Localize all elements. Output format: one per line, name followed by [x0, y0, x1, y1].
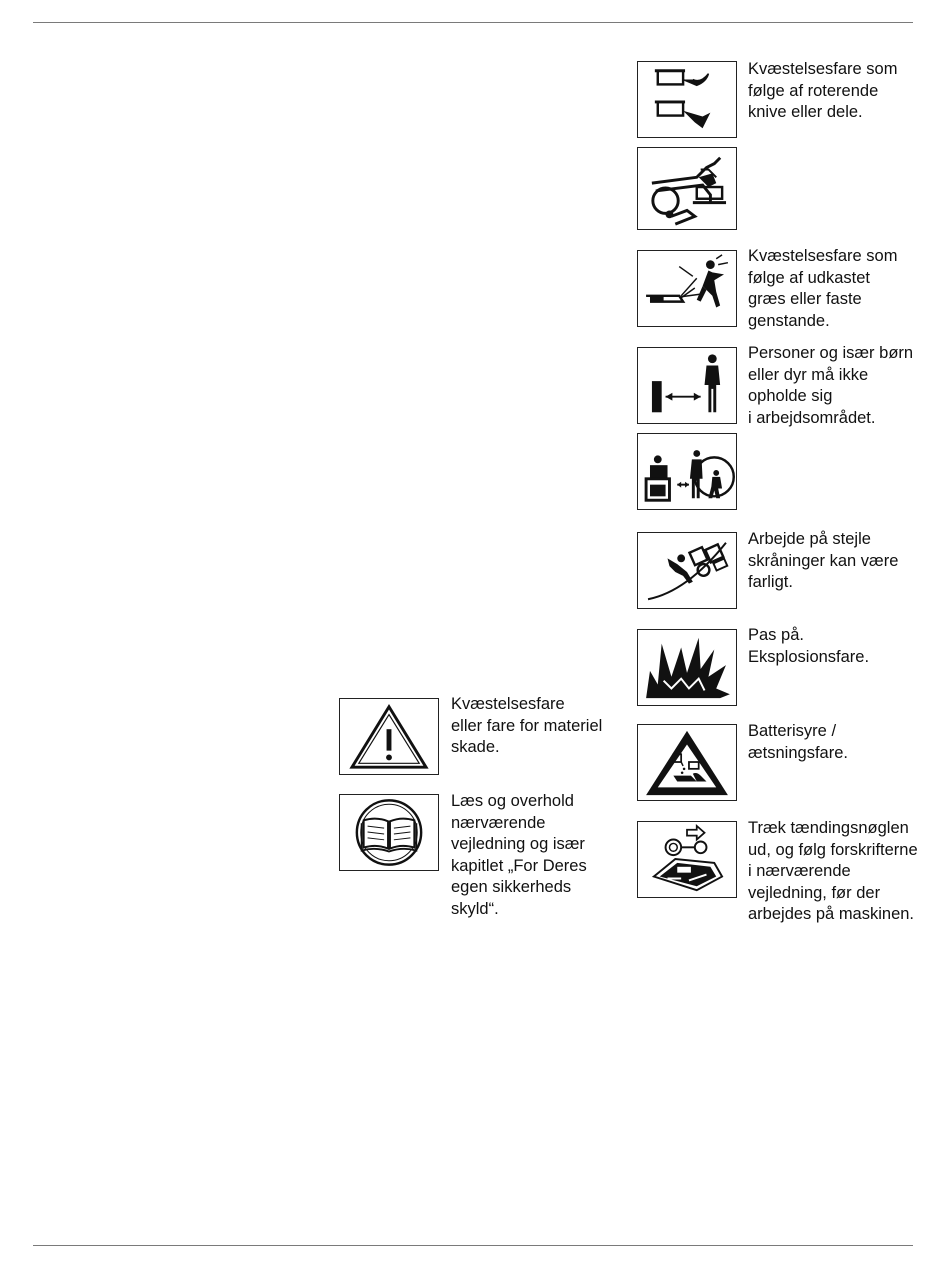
header-rule [33, 22, 913, 23]
slope-tipping-hazard-icon [637, 532, 737, 609]
warning-caption: Kvæstelsesfare eller fare for materiel skade. [451, 695, 603, 756]
corrosive-acid-warning-icon [637, 724, 737, 801]
slope-caption: Arbejde på stejle skråninger kan være farligt. [748, 530, 899, 591]
mower-blade-injury-icon [637, 147, 737, 230]
keep-distance-person-icon [637, 347, 737, 424]
footer-rule [33, 1245, 913, 1246]
remove-ignition-key-icon [637, 821, 737, 898]
battery-acid-caption: Batterisyre / ætsningsfare. [748, 722, 848, 762]
thrown-objects-caption: Kvæstelsesfare som følge af udkastet græs eller faste genstande. [748, 247, 898, 330]
explosion-caption: Pas på. Eksplosionsfare. [748, 626, 870, 666]
thrown-objects-hazard-icon [637, 250, 737, 327]
keep-bystanders-away-icon [637, 433, 737, 510]
rotating-blades-caption: Kvæstelsesfare som følge af roterende knive eller dele. [748, 60, 898, 121]
read-manual-book-icon [339, 794, 439, 871]
rotating-blade-hazard-icon [637, 61, 737, 138]
warning-triangle-icon [339, 698, 439, 775]
keep-distance-caption: Personer og især børn eller dyr må ikke opholde sig i arbejdsområdet. [748, 344, 914, 427]
explosion-hazard-icon [637, 629, 737, 706]
remove-key-caption: Træk tændingsnøglen ud, og følg forskrifterne i nærværende vejledning, før der arbejdes på maskinen. [748, 819, 918, 923]
manual-caption: Læs og overhold nærværende vejledning og især kapitlet „For Deres egen sikkerheds skyld“. [451, 792, 587, 918]
